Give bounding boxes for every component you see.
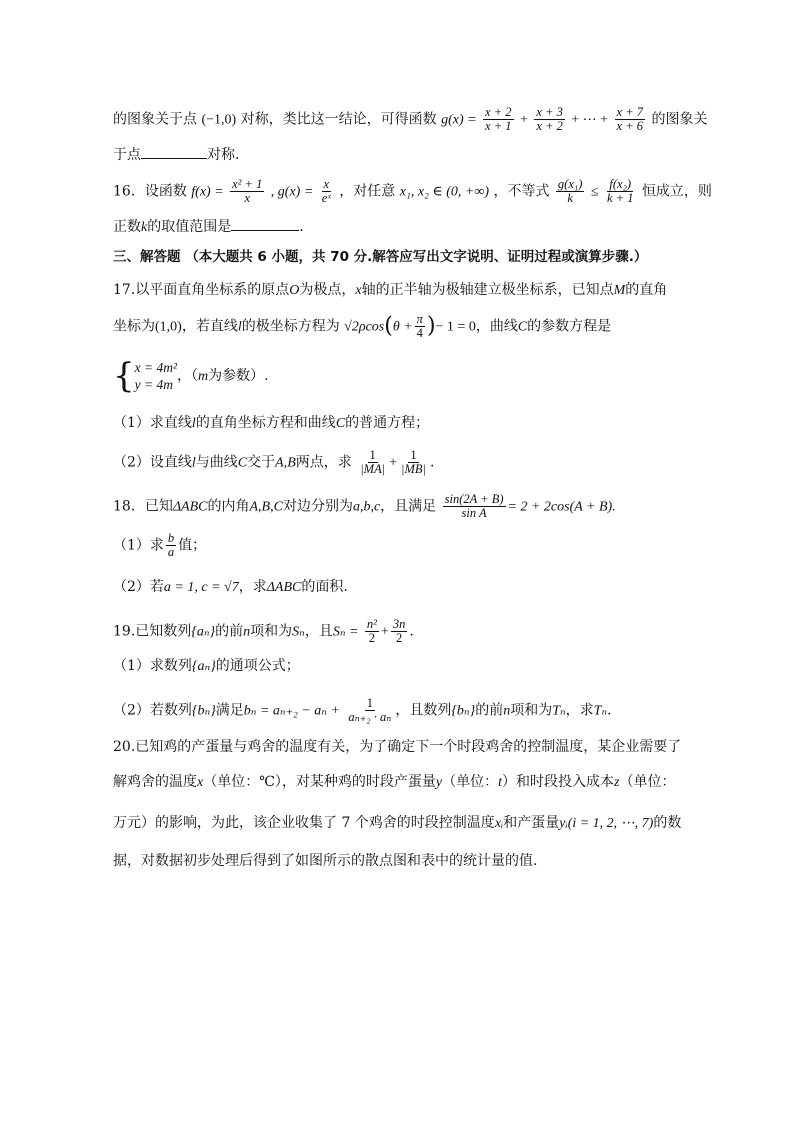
- text-span: （单位：: [442, 774, 499, 790]
- text-span: 17.以平面直角坐标系的原点: [113, 282, 290, 298]
- text-span: O: [289, 283, 300, 298]
- q18-line1: [113, 493, 616, 520]
- q18-part2: [113, 577, 348, 598]
- q19-line1: [113, 618, 414, 645]
- text-span: 1: [410, 448, 417, 462]
- answer-blank[interactable]: [141, 158, 207, 159]
- text-span: n: [243, 624, 251, 640]
- math: f(x) =: [191, 184, 224, 200]
- text-span: A,B: [275, 455, 296, 471]
- text-span: bₙ = aₙ₊₂ − aₙ +: [243, 703, 340, 719]
- text-span: x² + 1: [232, 177, 263, 191]
- text-span: A,B,C: [249, 499, 283, 515]
- math: x₁, x₂ ∈ (0, +∞): [399, 184, 490, 200]
- fraction: [320, 178, 333, 205]
- math-gx: g(x) =: [441, 112, 477, 128]
- text-span: 万元）的影响，为此，该企业收集了 7 个鸡舍的时段控制温度: [113, 815, 495, 831]
- text-span: 解鸡舍的温度: [113, 774, 197, 790]
- text-span: 轴的正半轴为极轴建立极坐标系，已知点: [361, 282, 614, 298]
- text-span: 1: [369, 448, 376, 462]
- text-span: 的内角: [207, 498, 250, 515]
- text-span: ，（: [177, 368, 199, 384]
- text-span: （2）设直线: [113, 454, 192, 471]
- text: 正数: [113, 219, 141, 235]
- text-span: |MB|: [401, 462, 426, 476]
- text-span: 的数: [653, 815, 682, 831]
- math-part: ): [426, 313, 436, 339]
- text-span: l: [237, 319, 242, 335]
- text-span: 的直角坐标方程和曲线: [195, 415, 336, 431]
- text-span: {aₙ}: [191, 659, 216, 674]
- text-span: π: [416, 312, 423, 326]
- text-span: a,b,c: [352, 499, 381, 515]
- text-span: C: [237, 455, 248, 471]
- text-span: 两点，求: [295, 454, 352, 471]
- answer-blank[interactable]: [231, 230, 299, 231]
- fraction: [358, 449, 387, 476]
- q16-line2: [113, 217, 304, 238]
- text-span: Tₙ: [593, 703, 608, 719]
- text-span: b: [167, 531, 175, 545]
- text-span: （2）若: [113, 579, 164, 595]
- text-span: 的通项公式；: [215, 658, 300, 674]
- text-span: 和产蛋量: [503, 815, 560, 831]
- text-span: 的前: [475, 702, 504, 719]
- text-span: ，求: [238, 579, 267, 595]
- equation-system: [135, 359, 177, 393]
- text-span: 与曲线: [195, 454, 238, 471]
- text-span: eˣ: [321, 191, 331, 205]
- text: 对称.: [207, 147, 240, 163]
- text-span: z: [614, 775, 620, 790]
- text-span: k: [567, 191, 573, 205]
- text-span: 为参数）.: [208, 368, 269, 384]
- text-span: .: [409, 623, 414, 640]
- q19-part2: [113, 697, 612, 724]
- text-span: x + 3: [536, 105, 563, 119]
- text: .: [299, 219, 304, 235]
- fraction: [365, 618, 379, 645]
- text-span: .: [429, 454, 435, 471]
- q17-part1: [113, 413, 429, 434]
- text-span: f(x₂): [609, 177, 632, 191]
- text-span: 的直角: [625, 282, 668, 298]
- text: 对称，类比这一结论，可得函数: [240, 111, 437, 128]
- text-span: {aₙ}: [191, 624, 216, 640]
- fraction: [415, 313, 425, 340]
- text: ，不等式: [493, 183, 550, 200]
- q20-line1: 20.已知鸡的产蛋量与鸡舍的温度有关，为了确定下一个时段鸡舍的控制温度，某企业需要了: [113, 739, 682, 755]
- fraction: [556, 178, 584, 205]
- math-point: (−1,0): [201, 112, 237, 128]
- text-span: 19.已知数列: [113, 623, 192, 640]
- text-span: 的极坐标方程为: [241, 318, 340, 335]
- text-span: （单位：: [619, 774, 676, 790]
- text-span: 4: [416, 326, 423, 340]
- text: 的图象关于点: [113, 111, 197, 128]
- text-span: x + 2: [485, 105, 512, 119]
- text-span: |MA|: [360, 462, 386, 476]
- text-span: (1,0): [155, 319, 182, 335]
- fraction: [605, 178, 635, 205]
- text-span: ，且满足: [380, 498, 437, 515]
- text-span: ）和时段投入成本: [502, 774, 614, 790]
- q17-line1: [113, 280, 667, 301]
- text-span: ，且数列: [395, 702, 452, 719]
- text: 的图象关: [651, 111, 708, 128]
- text-span: 2: [395, 631, 403, 645]
- text-span: − 1 = 0: [435, 319, 476, 335]
- text-span: Sₙ: [292, 624, 305, 640]
- text-span: 的普通方程；: [345, 415, 430, 431]
- text-span: 的参数方程是: [527, 318, 612, 335]
- text-span: 2: [368, 631, 376, 645]
- math: , g(x) =: [270, 184, 314, 200]
- text: 恒成立，则: [641, 183, 712, 200]
- q16-line1: [113, 178, 712, 205]
- text-span: 18．已知: [113, 498, 173, 515]
- text-span: +: [389, 455, 398, 471]
- math-op: +: [519, 112, 528, 128]
- text-span: {bₙ}: [191, 703, 216, 719]
- text: ，对任意: [339, 183, 396, 200]
- text-span: ΔABC: [266, 580, 302, 595]
- text-span: ，求: [565, 702, 594, 719]
- math-op: ≤: [590, 184, 599, 200]
- text-span: x: [355, 283, 362, 298]
- text-span: ，曲线: [475, 318, 518, 335]
- text-span: sin(2A + B): [444, 492, 504, 506]
- text-span: t: [498, 775, 502, 790]
- text-span: 交于: [247, 454, 276, 471]
- text-span: Sₙ =: [332, 624, 359, 640]
- q15-line1: [113, 106, 707, 133]
- text-span: aₙ₊₂ · aₙ: [348, 710, 392, 724]
- text-span: xᵢ: [494, 816, 504, 831]
- text-span: x = 4m²: [134, 360, 178, 375]
- section-heading: 三、解答题 （本大题共 6 小题，共 70 分.解答应写出文字说明、证明过程或演算步骤.）: [113, 249, 648, 265]
- text-span: x + 2: [536, 119, 563, 133]
- text-span: （2）若数列: [113, 702, 192, 719]
- text-span: 的前: [215, 623, 244, 640]
- q17-system: [113, 356, 269, 396]
- text-span: （单位：℃），对某种鸡的时段产蛋量: [203, 774, 436, 790]
- q19-part1: [113, 656, 300, 677]
- text-span: 为极点，: [299, 282, 356, 298]
- q20-line2: [113, 772, 675, 793]
- math-op: + ⋯ +: [571, 112, 609, 128]
- text-span: ，若直线: [181, 318, 238, 335]
- fraction: [230, 178, 264, 205]
- q20-line3: [113, 813, 681, 834]
- text-span: Tₙ: [552, 703, 566, 719]
- text-span: k + 1: [607, 191, 634, 205]
- text-span: = 2 + 2cos(A + B).: [507, 499, 616, 515]
- text-span: .: [607, 702, 612, 719]
- text-span: x: [197, 775, 204, 790]
- text-span: sin A: [461, 506, 487, 520]
- text-span: 项和为: [510, 702, 553, 719]
- text-span: y: [435, 775, 443, 790]
- q17-line2: [113, 313, 611, 340]
- text: 于点: [113, 147, 141, 163]
- text-span: C: [517, 319, 528, 335]
- text-span: 项和为: [250, 623, 293, 640]
- text-span: a = 1, c = √7: [163, 580, 239, 595]
- q15-line2: [113, 145, 239, 165]
- text-span: l: [191, 455, 196, 471]
- text-span: 3n: [392, 617, 406, 631]
- fraction: [391, 618, 408, 645]
- text-span: 1: [366, 696, 373, 710]
- text: 的取值范围是: [147, 219, 232, 235]
- text-span: 坐标为: [113, 318, 155, 335]
- text-span: n: [503, 703, 511, 719]
- fraction: [534, 106, 564, 133]
- brace: {: [113, 356, 135, 396]
- fraction: [399, 449, 428, 476]
- text-span: ，且: [304, 623, 333, 640]
- q17-part2: [113, 449, 434, 476]
- text-span: x + 1: [485, 119, 512, 133]
- text-span: 的面积.: [301, 579, 348, 595]
- text-span: m: [198, 369, 209, 384]
- q18-part1: [113, 532, 206, 559]
- fraction: [346, 697, 393, 724]
- q20-line4: 据，对数据初步处理后得到了如图所示的散点图和表中的统计量的值.: [113, 853, 538, 869]
- text-span: (i = 1, 2, ⋯, 7): [567, 816, 654, 831]
- math-part: (: [384, 313, 393, 339]
- text-span: （1）求直线: [113, 415, 192, 431]
- fraction: [483, 106, 513, 133]
- fraction: [166, 532, 176, 559]
- text-span: a: [167, 545, 175, 559]
- text-span: ΔABC: [172, 499, 208, 515]
- text-span: n²: [366, 617, 377, 631]
- text-span: （1）求: [113, 537, 164, 554]
- text-span: 值；: [178, 537, 207, 554]
- fraction: [615, 106, 645, 133]
- text-span: yᵢ: [559, 816, 568, 831]
- text-span: 满足: [215, 702, 244, 719]
- text-span: √2ρcos: [344, 319, 385, 335]
- text-span: {bₙ}: [451, 703, 476, 719]
- text-span: y = 4m: [134, 377, 173, 392]
- math: k: [141, 220, 148, 235]
- text: 16．设函数: [113, 183, 187, 200]
- text-span: x + 6: [616, 119, 644, 133]
- text-span: g(x₁): [557, 177, 583, 191]
- text-span: θ +: [392, 319, 413, 335]
- text-span: +: [380, 624, 389, 640]
- text-span: l: [191, 416, 196, 431]
- text-span: x: [323, 177, 330, 191]
- text-span: （1）求数列: [113, 658, 192, 674]
- fraction: [443, 493, 506, 520]
- text-span: 对边分别为: [282, 498, 353, 515]
- text-span: C: [335, 416, 346, 431]
- text-span: x: [244, 191, 250, 205]
- text-span: M: [613, 283, 626, 298]
- text-span: x + 7: [616, 105, 644, 119]
